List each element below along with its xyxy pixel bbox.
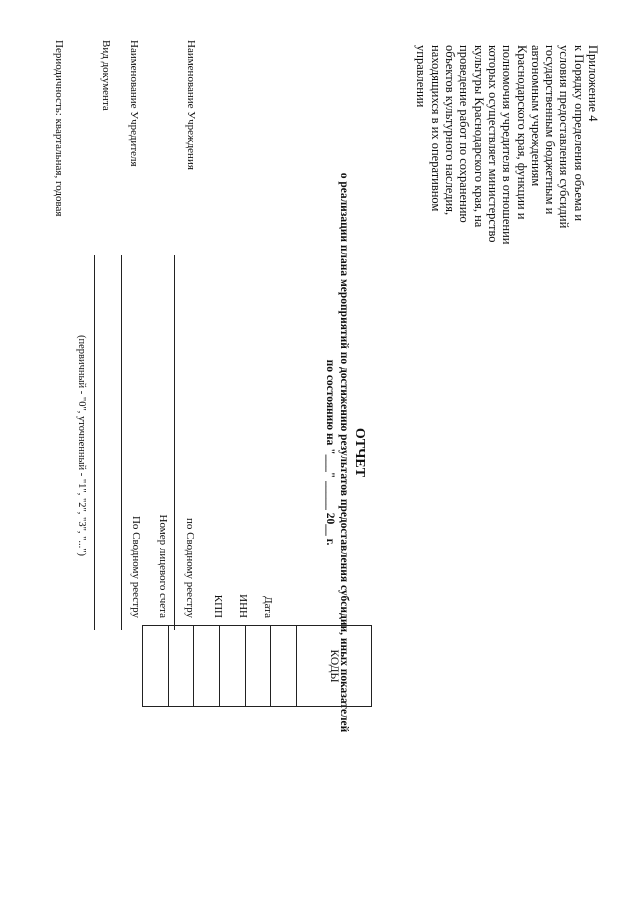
report-as-of-date: по состоянию на "___" _____ 20__ г. — [324, 359, 336, 546]
periodicity-label: Периодичность: квартальная, годовая — [53, 40, 65, 217]
appendix-line: условия предоставления субсидий — [557, 45, 572, 229]
code-cell-kpp[interactable] — [219, 626, 245, 707]
appendix-line: находящихся в их оперативном — [428, 45, 443, 212]
appendix-line: государственным бюджетным и — [543, 45, 558, 215]
appendix-line: Краснодарского края, функции и — [514, 45, 529, 220]
code-cell-registry-2[interactable] — [142, 626, 168, 707]
report-subtitle: о реализации плана мероприятий по достижению результатов предоставления субсидии, иных показателей — [338, 172, 350, 733]
code-cell-account[interactable] — [168, 626, 194, 707]
doc-type-hint: (первичный - "0", уточненный - "1", "2", "3", "...") — [76, 335, 87, 557]
codes-header: КОДЫ — [297, 626, 372, 707]
appendix-line: управлении — [414, 45, 429, 108]
codes-row-label-kpp: КПП — [212, 594, 224, 618]
codes-row-label-registry: по Сводному реестру — [184, 518, 196, 618]
founder-label: Наименование Учредителя — [128, 40, 140, 167]
codes-row-label-account: Номер лицевого счета — [157, 514, 169, 618]
founder-field-line[interactable] — [121, 255, 122, 630]
appendix-line: к Порядку определения объема и — [571, 45, 586, 222]
doc-type-label: Вид документа — [100, 40, 112, 111]
codes-row-label-inn: ИНН — [237, 594, 249, 618]
codes-row-label-registry-2: По Сводному реестру — [130, 515, 142, 618]
institution-label: Наименование Учреждения — [185, 40, 197, 170]
appendix-line: Приложение 4 — [586, 45, 600, 122]
report-title: ОТЧЕТ — [352, 427, 367, 478]
appendix-line: которых осуществляет министерство — [485, 45, 500, 243]
institution-field-line[interactable] — [174, 255, 175, 630]
appendix-block — [414, 45, 600, 365]
code-cell-registry[interactable] — [194, 626, 220, 707]
appendix-line: культуры Краснодарского края, на — [471, 45, 486, 228]
codes-table — [142, 625, 372, 707]
appendix-line: полномочия учредителя в отношении — [500, 45, 515, 245]
doc-type-field-line[interactable] — [94, 255, 95, 630]
appendix-line: проведение работ по сохранению — [457, 45, 472, 223]
appendix-line: объектов культурного наследия, — [443, 45, 458, 216]
code-cell-date[interactable] — [271, 626, 297, 707]
codes-row-label-date: Дата — [262, 596, 274, 618]
code-cell-inn[interactable] — [245, 626, 271, 707]
appendix-line: автономным учреждениям — [528, 45, 543, 187]
